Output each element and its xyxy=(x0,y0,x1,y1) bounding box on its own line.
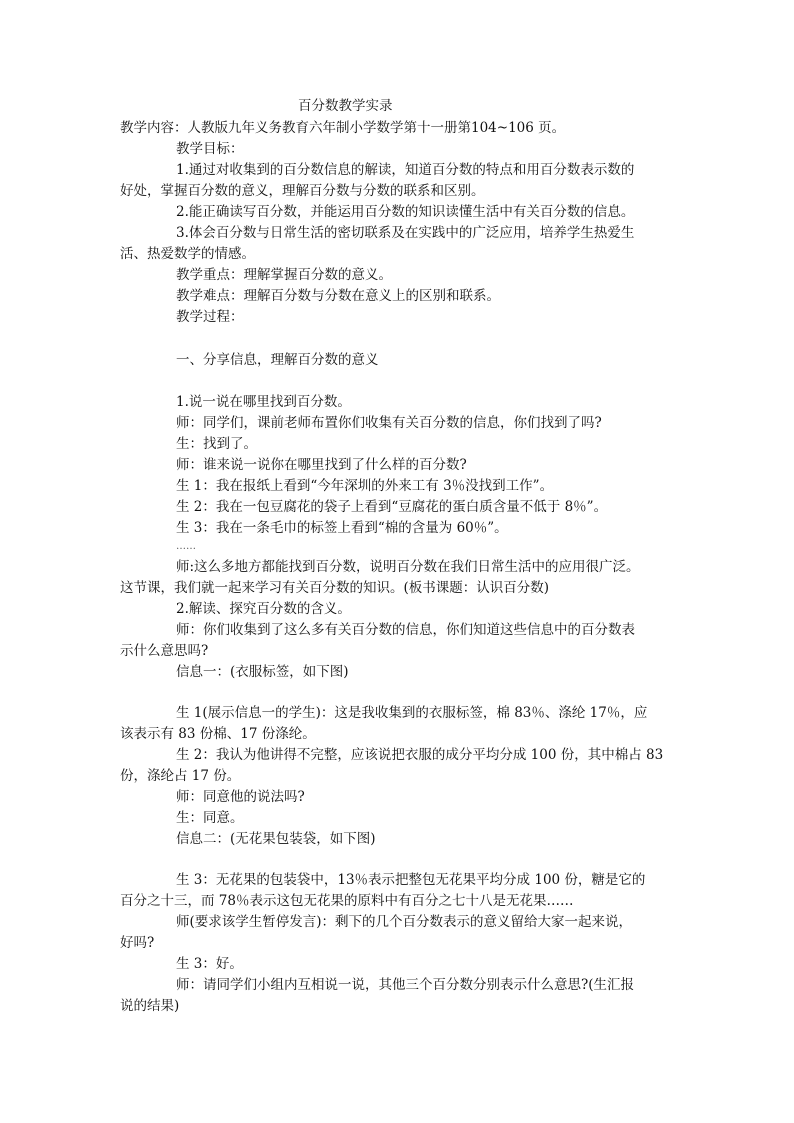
ellipsis-line: …… xyxy=(176,541,196,552)
text-line: 生：找到了。 xyxy=(176,436,257,452)
text-line: 好处，掌握百分数的意义，理解百分数与分数的联系和区别。 xyxy=(120,183,485,199)
text-line: 信息一：(衣服标签，如下图) xyxy=(176,664,349,680)
text-line: 师：同学们，课前老师布置你们收集有关百分数的信息，你们找到了吗? xyxy=(176,415,602,431)
text-line: 2.能正确读写百分数，并能运用百分数的知识读懂生活中有关百分数的信息。 xyxy=(176,204,635,220)
text-line: 生 2：我认为他讲得不完整，应该说把衣服的成分平均分成 100 份，其中棉占 83 xyxy=(176,747,664,763)
text-line: 生 1(展示信息一的学生)：这是我收集到的衣服标签，棉 83％、涤纶 17％，应 xyxy=(176,705,648,721)
text-line: 师:这么多地方都能找到百分数，说明百分数在我们日常生活中的应用很广泛。 xyxy=(176,559,640,575)
text-line: 生 1：我在报纸上看到“今年深圳的外来工有 3％没找到工作”。 xyxy=(176,478,554,494)
section-heading: 一、分享信息，理解百分数的意义 xyxy=(176,352,379,368)
text-line: 教学重点：理解掌握百分数的意义。 xyxy=(176,267,392,283)
text-line: 师：你们收集到了这么多有关百分数的信息，你们知道这些信息中的百分数表 xyxy=(176,622,635,638)
text-line: 1.说一说在哪里找到百分数。 xyxy=(176,394,351,410)
text-line: 好吗? xyxy=(120,935,155,951)
document-title: 百分数教学实录 xyxy=(298,98,393,114)
text-line: 生 3：我在一条毛巾的标签上看到“棉的含量为 60％”。 xyxy=(176,520,508,536)
text-line: 师：请同学们小组内互相说一说，其他三个百分数分别表示什么意思?(生汇报 xyxy=(176,977,635,993)
text-line: 活、热爱数学的情感。 xyxy=(120,246,255,262)
text-line: 说的结果) xyxy=(120,998,180,1014)
text-line: 教学内容：人教版九年义务教育六年制小学数学第十一册第104~106 页。 xyxy=(120,120,566,136)
text-line: 师：谁来说一说你在哪里找到了什么样的百分数? xyxy=(176,457,467,473)
text-line: 百分之十三，而 78％表示这包无花果的原料中有百分之七十八是无花果…… xyxy=(120,893,574,909)
text-line: 师(要求该学生暂停发言)：剩下的几个百分数表示的意义留给大家一起来说， xyxy=(176,914,633,930)
text-line: 这节课，我们就一起来学习有关百分数的知识。(板书课题：认识百分数) xyxy=(120,580,550,596)
text-line: 生：同意。 xyxy=(176,810,244,826)
text-line: 1.通过对收集到的百分数信息的解读，知道百分数的特点和用百分数表示数的 xyxy=(176,162,635,178)
text-line: 师：同意他的说法吗? xyxy=(176,789,305,805)
text-line: 教学难点：理解百分数与分数在意义上的区别和联系。 xyxy=(176,288,500,304)
text-line: 教学目标： xyxy=(176,141,244,157)
text-line: 该表示有 83 份棉、17 份涤纶。 xyxy=(120,726,316,742)
text-line: 生 3：好。 xyxy=(176,956,243,972)
text-line: 生 2：我在一包豆腐花的袋子上看到“豆腐花的蛋白质含量不低于 8％”。 xyxy=(176,499,608,515)
text-line: 信息二：(无花果包装袋，如下图) xyxy=(176,831,376,847)
text-line: 教学过程： xyxy=(176,309,244,325)
text-line: 示什么意思吗? xyxy=(120,643,209,659)
text-line: 3.体会百分数与日常生活的密切联系及在实践中的广泛应用，培养学生热爱生 xyxy=(176,225,635,241)
text-line: 份，涤纶占 17 份。 xyxy=(120,768,241,784)
text-line: 生 3：无花果的包装袋中，13％表示把整包无花果平均分成 100 份，糖是它的 xyxy=(176,872,646,888)
text-line: 2.解读、探究百分数的含义。 xyxy=(176,601,351,617)
